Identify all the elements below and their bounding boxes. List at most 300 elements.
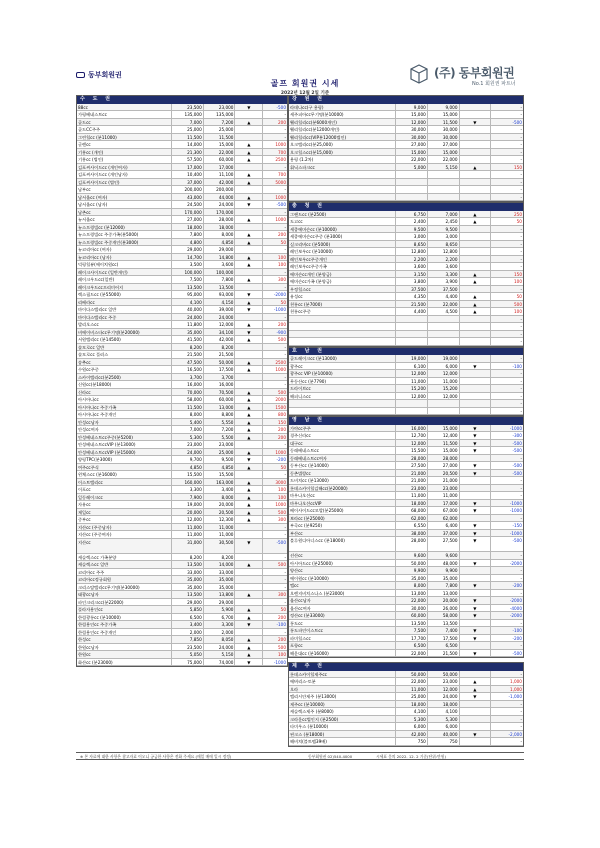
table-row <box>77 231 287 239</box>
course-name: 타미우스 (분10000) <box>289 723 396 730</box>
table-row <box>289 693 523 701</box>
course-name: 뉴스프링빌cc (분12000) <box>77 224 172 231</box>
change-arrow <box>235 314 263 321</box>
brand-logo <box>410 62 540 92</box>
course-name: 제일cc <box>77 509 172 516</box>
course-name: 오크힐스cc(분15,000) <box>289 149 396 156</box>
course-name: 마이다스밸리cc 주중 <box>77 314 172 321</box>
prev-price: 11,000 <box>172 531 204 538</box>
change-arrow: ▼ <box>460 612 492 619</box>
course-name: 그린힐cc (분11000) <box>77 134 172 141</box>
curr-price: 25,000 <box>204 449 236 456</box>
prev-price: 9,000 <box>396 104 428 111</box>
change-value: 3000 <box>275 479 286 485</box>
change-arrow <box>460 338 492 345</box>
table-row <box>77 179 287 187</box>
curr-price: 11,500 <box>428 119 460 126</box>
change-value: - <box>520 515 522 521</box>
curr-price: 11,000 <box>204 531 236 538</box>
prev-price: 21,500 <box>172 351 204 358</box>
table-row <box>289 271 523 279</box>
table-row <box>289 500 523 508</box>
change-arrow <box>460 126 492 133</box>
table-row <box>289 186 523 194</box>
curr-price: 8,000 <box>204 494 236 501</box>
prev-price: 135,000 <box>172 111 204 118</box>
change-arrow: ▲ <box>235 261 263 268</box>
curr-price: 27,000 <box>428 141 460 148</box>
prev-price: 58,000 <box>172 396 204 403</box>
course-name: 캐슬렉스제주 (분8000) <box>289 708 396 715</box>
region-table <box>288 347 524 417</box>
change-value: 1500 <box>275 404 286 410</box>
curr-price: 11,000 <box>204 524 236 531</box>
table-row <box>77 479 287 487</box>
curr-price: 13,500 <box>428 620 460 627</box>
change-arrow <box>460 738 492 745</box>
curr-price: 44,000 <box>204 194 236 201</box>
prev-price: 31,000 <box>172 539 204 553</box>
prev-price: 35,000 <box>172 329 204 336</box>
change-arrow <box>460 385 492 392</box>
prev-price: 30,000 <box>396 134 428 141</box>
change-value: - <box>520 149 522 155</box>
change-arrow: ▲ <box>235 359 263 366</box>
change-value: 1000 <box>275 194 286 200</box>
curr-price: 11,100 <box>204 171 236 178</box>
prev-price: 23,000 <box>172 441 204 448</box>
curr-price <box>428 338 460 345</box>
change-value: 50 <box>280 299 286 305</box>
prev-price: 6,100 <box>396 363 428 370</box>
change-value: -500 <box>276 202 286 207</box>
table-row <box>77 644 287 652</box>
curr-price: 7,400 <box>428 627 460 634</box>
curr-price <box>428 331 460 338</box>
change-arrow <box>235 524 263 531</box>
prev-price: 23,000 <box>396 485 428 492</box>
change-arrow: ▼ <box>460 597 492 604</box>
curr-price: 4,400 <box>428 293 460 300</box>
curr-price: 42,000 <box>204 179 236 186</box>
prev-price: 3,400 <box>172 621 204 628</box>
change-value: 1000 <box>275 142 286 147</box>
table-row <box>77 614 287 622</box>
curr-price: 6,000 <box>428 723 460 730</box>
change-value: - <box>520 356 522 361</box>
table-row <box>289 164 523 172</box>
change-value: - <box>520 455 522 461</box>
course-name: 광주cc VIP (분10000) <box>289 370 396 377</box>
table-row <box>77 126 287 134</box>
change-value: 1000 <box>275 367 286 372</box>
change-arrow: ▲ <box>235 434 263 441</box>
course-name: 에이원cc (분10000) <box>289 575 396 582</box>
prev-price: 2,400 <box>396 218 428 225</box>
change-arrow: ▲ <box>235 194 263 201</box>
change-value: 200 <box>278 119 286 125</box>
course-name: 도고cc <box>289 218 396 225</box>
course-name: 롯데스카이힐제주cc <box>289 671 396 678</box>
change-value: -300 <box>512 433 522 438</box>
table-row <box>77 591 287 599</box>
change-arrow <box>460 194 492 201</box>
change-arrow: ▲ <box>235 464 263 471</box>
change-arrow <box>460 286 492 293</box>
table-row <box>77 539 287 554</box>
change-arrow: ▲ <box>235 299 263 306</box>
change-arrow: ▲ <box>235 449 263 456</box>
change-value: -100 <box>276 622 286 627</box>
course-name: 천룡cc주중 <box>289 308 396 315</box>
change-value: - <box>520 393 522 399</box>
change-arrow: ▲ <box>235 636 263 643</box>
change-arrow <box>460 590 492 597</box>
prev-price: 12,700 <box>396 432 428 439</box>
curr-price: 21,500 <box>428 650 460 657</box>
change-value: 2500 <box>275 157 286 162</box>
table-row <box>77 209 287 217</box>
curr-price: 27,500 <box>428 537 460 551</box>
change-arrow <box>460 378 492 385</box>
change-value: -100 <box>512 628 522 633</box>
curr-price: 7,200 <box>204 426 236 433</box>
table-row <box>77 321 287 329</box>
change-value: - <box>284 629 286 635</box>
prev-price: 18,000 <box>172 224 204 231</box>
prev-price: 24,000 <box>172 314 204 321</box>
table-row <box>289 612 523 620</box>
change-arrow <box>460 400 492 407</box>
table-row <box>77 426 287 434</box>
curr-price: 2,200 <box>428 256 460 263</box>
change-value: 50 <box>280 464 286 470</box>
course-name: 세종에머슨cc주중 (분3000) <box>289 233 396 240</box>
table-row <box>77 464 287 472</box>
change-value: -1000 <box>273 659 286 665</box>
prev-price: 200,000 <box>172 186 204 193</box>
course-name: 세종에머슨cc (분10000) <box>289 226 396 233</box>
change-arrow <box>460 455 492 462</box>
change-value: 1,000 <box>509 686 522 692</box>
curr-price: 6,700 <box>204 614 236 621</box>
change-arrow <box>460 104 492 111</box>
change-value: 100 <box>278 652 286 657</box>
course-name: 골드CC주주 <box>77 126 172 133</box>
change-arrow: ▲ <box>235 156 263 163</box>
course-name: 글렌cc <box>77 141 172 148</box>
change-value: 500 <box>278 337 286 342</box>
curr-price: 11,500 <box>204 134 236 141</box>
curr-price: 13,000 <box>204 404 236 411</box>
change-value: 500 <box>278 644 286 650</box>
change-value: -500 <box>512 470 522 476</box>
course-name: 아시아드cc (분25000) <box>289 560 396 567</box>
change-arrow: ▼ <box>460 530 492 537</box>
change-arrow <box>460 179 492 186</box>
change-arrow: ▼ <box>460 363 492 370</box>
change-value: - <box>520 316 522 322</box>
change-arrow <box>235 531 263 538</box>
prev-price: 3,700 <box>172 374 204 381</box>
change-arrow: ▲ <box>235 516 263 523</box>
change-value: - <box>520 408 522 414</box>
curr-price: 37,500 <box>428 286 460 293</box>
course-name: 롯데스카이힐김해cc(분20000) <box>289 485 396 492</box>
table-row <box>289 455 523 463</box>
prev-price: 68,000 <box>396 507 428 514</box>
change-value: - <box>520 553 522 558</box>
table-row <box>289 507 523 515</box>
table-row <box>77 149 287 157</box>
curr-price: 6,500 <box>428 642 460 649</box>
curr-price: 15,000 <box>428 111 460 118</box>
table-row <box>77 389 287 397</box>
prev-price: 8,200 <box>172 554 204 561</box>
table-row <box>289 156 523 164</box>
region-header: 충 청 권 <box>289 203 523 211</box>
prev-price: 9,500 <box>396 226 428 233</box>
curr-price: 25,000 <box>204 126 236 133</box>
table-row <box>289 331 523 339</box>
region-table <box>288 416 524 658</box>
table-row <box>77 246 287 254</box>
prev-price: 28,000 <box>396 537 428 551</box>
change-arrow <box>460 156 492 163</box>
curr-price: 8,650 <box>428 241 460 248</box>
prev-price <box>396 408 428 415</box>
change-value: - <box>520 620 522 626</box>
prev-price: 11,000 <box>396 378 428 385</box>
change-arrow: ▼ <box>460 650 492 657</box>
change-value: 100 <box>513 309 522 314</box>
course-name: 중부cc <box>77 516 172 523</box>
course-name: 김포씨사이드cc (개인여자) <box>77 164 172 171</box>
table-row <box>77 336 287 344</box>
table-row <box>77 299 287 307</box>
change-value: 150 <box>278 419 286 425</box>
curr-price: 13,500 <box>204 284 236 291</box>
change-value: -200 <box>512 583 522 588</box>
curr-price: 18,000 <box>428 701 460 708</box>
change-arrow <box>235 186 263 193</box>
change-value: - <box>284 442 286 447</box>
curr-price: 12,000 <box>428 686 460 693</box>
change-arrow: ▲ <box>235 171 263 178</box>
table-row <box>289 194 523 202</box>
course-name: 지산cc (주중남자) <box>77 524 172 531</box>
table-row <box>77 194 287 202</box>
change-value: - <box>284 472 286 477</box>
table-row <box>77 419 287 427</box>
change-arrow: ▼ <box>460 635 492 642</box>
table-row <box>289 605 523 613</box>
curr-price: 15,500 <box>204 471 236 478</box>
change-arrow: ▲ <box>235 396 263 403</box>
change-value: -500 <box>512 440 522 446</box>
change-value: 800 <box>278 412 286 417</box>
change-arrow: ▲ <box>235 141 263 148</box>
change-arrow <box>235 344 263 351</box>
change-value: 1000 <box>275 217 286 222</box>
table-row <box>77 254 287 262</box>
prev-price <box>396 323 428 330</box>
change-arrow <box>460 708 492 715</box>
prev-price: 50,000 <box>396 671 428 678</box>
change-value: 200 <box>278 614 286 620</box>
table-row <box>77 119 287 127</box>
change-arrow <box>235 599 263 606</box>
change-arrow: ▲ <box>460 686 492 693</box>
prev-price: 5,300 <box>396 716 428 723</box>
page-date: 2022년 12월 2일 기준 <box>280 91 330 96</box>
course-name: 세주피아cc무기명(분10000) <box>289 111 396 118</box>
table-row <box>289 447 523 455</box>
change-arrow: ▲ <box>235 216 263 223</box>
curr-price: 17,000 <box>204 164 236 171</box>
change-arrow <box>460 186 492 193</box>
change-value: - <box>284 209 286 215</box>
course-name: 뉴코리아cc (남자) <box>77 254 172 261</box>
curr-price: 27,000 <box>428 462 460 469</box>
change-value: - <box>284 374 286 380</box>
change-value: - <box>284 532 286 537</box>
prev-price: 7,500 <box>396 627 428 634</box>
course-name: 오라 <box>289 686 396 693</box>
prev-price: 27,000 <box>396 141 428 148</box>
change-arrow: ▲ <box>235 651 263 658</box>
table-row <box>77 524 287 532</box>
change-value: -500 <box>512 538 522 543</box>
course-name: 용평 (1.2차) <box>289 156 396 163</box>
table-row <box>289 515 523 523</box>
prev-price: 7,000 <box>172 119 204 126</box>
prev-price: 7,500 <box>172 276 204 283</box>
prev-price: 41,500 <box>172 336 204 343</box>
table-row <box>77 344 287 352</box>
region-header: 제 주 권 <box>289 663 523 671</box>
table-row <box>289 378 523 386</box>
table-row <box>77 171 287 179</box>
table-row <box>77 531 287 539</box>
course-name: 드비치cc (분13000) <box>289 477 396 484</box>
prev-price: 13,500 <box>172 561 204 568</box>
prev-price: 12,800 <box>396 248 428 255</box>
change-value: - <box>520 249 522 254</box>
table-row <box>289 731 523 739</box>
change-value: -2000 <box>273 292 286 297</box>
table-row <box>289 701 523 709</box>
prev-price: 22,000 <box>396 156 428 163</box>
change-arrow: ▲ <box>235 239 263 246</box>
course-name: 경주신라cc <box>289 432 396 439</box>
course-name <box>289 338 396 345</box>
change-value: - <box>520 671 522 677</box>
course-name: 유성cc <box>289 293 396 300</box>
prev-price: 15,500 <box>172 471 204 478</box>
table-row <box>77 261 287 269</box>
course-name: 에머슨cc가족 (분양금) <box>289 278 396 285</box>
brand-name: (주) 동부회원권 <box>434 66 515 80</box>
table-row <box>77 659 287 667</box>
table-row <box>77 104 287 112</box>
table-row <box>77 269 287 277</box>
change-arrow: ▲ <box>235 336 263 343</box>
curr-price: 34,100 <box>204 329 236 336</box>
prev-price: 21,000 <box>396 477 428 484</box>
curr-price: 9,500 <box>428 226 460 233</box>
prev-price: 22,000 <box>396 650 428 657</box>
curr-price: 15,000 <box>428 447 460 454</box>
prev-price: 6,500 <box>396 642 428 649</box>
course-name <box>289 323 396 330</box>
prev-price: 35,000 <box>172 584 204 591</box>
curr-price: 20,500 <box>428 470 460 477</box>
prev-price: 8,000 <box>396 582 428 589</box>
change-value: - <box>520 339 522 344</box>
prev-price: 4,350 <box>396 293 428 300</box>
prev-price: 9,600 <box>396 552 428 559</box>
course-name <box>289 316 396 323</box>
change-arrow <box>460 408 492 415</box>
prev-price: 35,000 <box>396 575 428 582</box>
course-name: 레인보우cc주중개인 <box>289 256 396 263</box>
course-name: 안성베네스트ccVIP (분15000) <box>77 449 172 456</box>
curr-price: 2,000 <box>204 629 236 636</box>
change-value: 1000 <box>275 449 286 455</box>
change-value: - <box>284 344 286 350</box>
table-row <box>77 434 287 442</box>
course-name: 핀크스 (분18000) <box>289 731 396 738</box>
change-arrow <box>460 393 492 400</box>
prev-price: 7,900 <box>172 494 204 501</box>
course-name: 수원cc주중 <box>77 366 172 373</box>
prev-price: 75,000 <box>172 659 204 666</box>
curr-price: 8,200 <box>204 554 236 561</box>
change-arrow: ▲ <box>460 278 492 285</box>
change-value: - <box>520 643 522 648</box>
change-arrow <box>460 370 492 377</box>
curr-price: 12,300 <box>204 516 236 523</box>
prev-price: 42,000 <box>396 731 428 738</box>
change-arrow <box>460 134 492 141</box>
change-arrow: ▲ <box>235 389 263 396</box>
prev-price: 5,400 <box>172 419 204 426</box>
table-row <box>77 471 287 479</box>
curr-price: 23,000 <box>204 441 236 448</box>
change-arrow <box>460 575 492 582</box>
change-value: 100 <box>278 262 286 267</box>
course-name: 엘리시안제주 (분13000) <box>289 693 396 700</box>
prev-price: 16,000 <box>396 425 428 432</box>
curr-price: 15,000 <box>428 149 460 156</box>
course-name: 에버리스-토분 <box>289 678 396 685</box>
table-row <box>289 716 523 724</box>
table-row <box>289 567 523 575</box>
curr-price: 42,000 <box>204 336 236 343</box>
table-row <box>77 351 287 359</box>
table-row <box>77 201 287 209</box>
prev-price: 3,500 <box>172 261 204 268</box>
prev-price: 4,100 <box>172 299 204 306</box>
right-column <box>288 95 524 747</box>
curr-price: 24,000 <box>428 693 460 700</box>
change-arrow <box>460 716 492 723</box>
prev-price: 21,300 <box>172 149 204 156</box>
course-name: 라데나cc(구 용평) <box>289 104 396 111</box>
curr-price: 11,500 <box>428 440 460 447</box>
prev-price: 18,000 <box>396 500 428 507</box>
